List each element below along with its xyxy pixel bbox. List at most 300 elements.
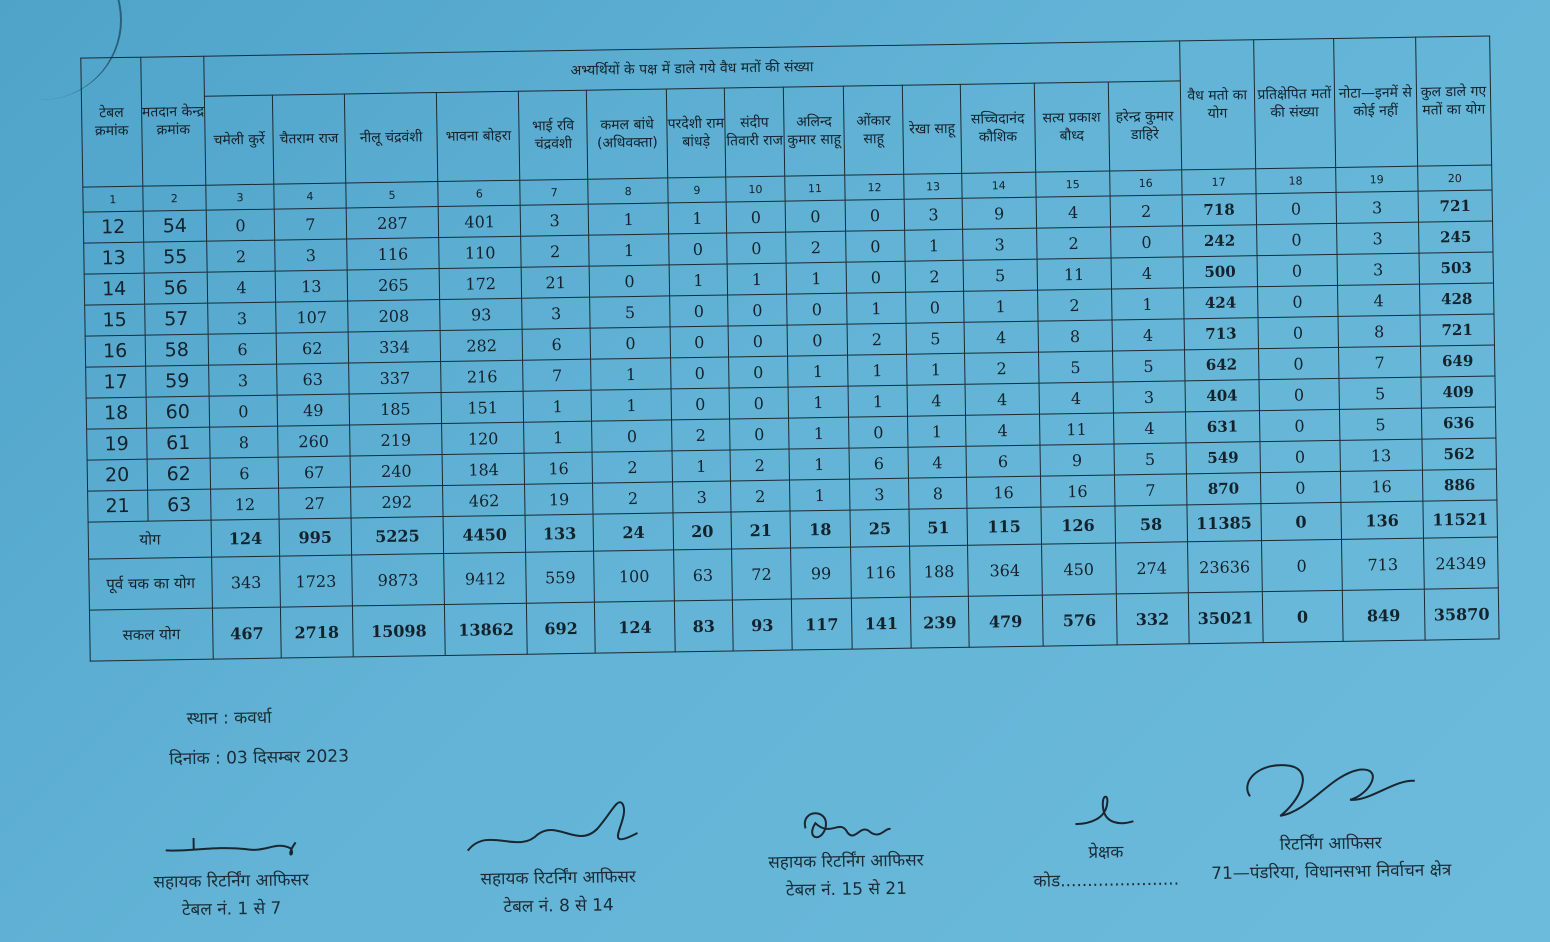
- signature-mark: [1219, 738, 1440, 831]
- table-cell: 2: [730, 480, 790, 512]
- table-cell: 1: [588, 203, 669, 235]
- table-cell: 245: [1418, 221, 1493, 253]
- signatory-title: प्रेक्षक: [1088, 842, 1124, 863]
- candidate-header: भावना बोहरा: [437, 91, 521, 181]
- column-number: 5: [346, 182, 439, 208]
- table-cell: 4: [908, 446, 966, 478]
- table-cell: 61: [146, 427, 210, 459]
- table-cell: 8: [210, 426, 278, 458]
- column-number: 4: [274, 183, 346, 209]
- place-label: स्थान : कवर्धा: [186, 707, 272, 730]
- summary-cell: 72: [731, 548, 791, 600]
- column-number: 15: [1035, 171, 1109, 197]
- table-cell: 21: [522, 266, 590, 298]
- summary-cell: 20: [673, 512, 731, 550]
- table-cell: 721: [1418, 190, 1493, 222]
- table-cell: 20: [87, 459, 147, 491]
- table-cell: 0: [209, 395, 277, 427]
- header-table-no: टेबल क्रमांक: [81, 57, 143, 187]
- table-cell: 0: [846, 261, 906, 293]
- column-number: 1: [83, 186, 143, 212]
- summary-cell: 364: [967, 544, 1042, 596]
- table-cell: 404: [1185, 380, 1259, 412]
- table-cell: 3: [1336, 191, 1419, 223]
- table-cell: 2: [1110, 195, 1183, 227]
- summary-cell: 995: [279, 518, 351, 556]
- table-cell: 0: [670, 326, 728, 358]
- table-cell: 0: [1256, 192, 1337, 224]
- table-cell: 4: [964, 321, 1038, 353]
- summary-cell: 9873: [351, 554, 444, 606]
- table-cell: 631: [1185, 411, 1259, 443]
- summary-cell: 115: [967, 507, 1041, 545]
- table-cell: 7: [1338, 346, 1421, 378]
- table-cell: 1: [591, 358, 672, 390]
- column-number: 8: [588, 178, 668, 204]
- summary-cell: 136: [1341, 501, 1424, 539]
- signature-block-returning-officer: [1169, 738, 1491, 889]
- table-cell: 0: [787, 324, 847, 356]
- candidate-header: परदेशी राम बांधड़े: [667, 88, 726, 178]
- table-cell: 57: [144, 303, 208, 335]
- table-cell: 6: [522, 328, 590, 360]
- summary-cell: 450: [1041, 543, 1116, 595]
- table-cell: 1: [847, 354, 907, 386]
- table-cell: 4: [965, 383, 1039, 415]
- table-cell: 49: [277, 394, 349, 426]
- candidate-header: नीलू चंद्रवंशी: [344, 93, 438, 183]
- summary-cell: 63: [674, 549, 732, 601]
- candidate-header: सत्य प्रकाश बौध्द: [1034, 82, 1109, 172]
- table-cell: 1: [789, 417, 849, 449]
- table-cell: 549: [1186, 442, 1260, 474]
- table-cell: 1: [727, 263, 787, 295]
- column-number: 16: [1109, 170, 1181, 196]
- signatory-title: सहायक रिटर्निंग आफिसर: [768, 850, 924, 873]
- table-cell: 1: [790, 479, 850, 511]
- table-cell: 7: [274, 208, 346, 240]
- summary-cell: 0: [1261, 539, 1342, 591]
- summary-cell: 15098: [352, 604, 445, 656]
- table-cell: 27: [279, 487, 351, 519]
- vote-count-table: [80, 36, 1499, 662]
- column-number: 14: [962, 172, 1036, 198]
- summary-cell: 713: [1341, 538, 1424, 590]
- table-cell: 2: [964, 352, 1038, 384]
- table-cell: 2: [672, 419, 730, 451]
- summary-cell: 5225: [351, 517, 444, 555]
- table-cell: 2: [1036, 227, 1110, 259]
- table-cell: 18: [86, 397, 146, 429]
- table-cell: 11: [1037, 258, 1111, 290]
- table-cell: 0: [785, 200, 845, 232]
- table-cell: 2: [592, 451, 673, 483]
- summary-cell: 21: [731, 511, 791, 549]
- table-cell: 0: [1257, 254, 1338, 286]
- table-cell: 116: [347, 238, 440, 270]
- table-cell: 62: [276, 332, 348, 364]
- column-number: 2: [142, 185, 206, 211]
- table-cell: 63: [147, 489, 211, 521]
- summary-cell: 35870: [1424, 588, 1499, 640]
- summary-cell: 9412: [444, 552, 527, 604]
- table-cell: 5: [590, 296, 671, 328]
- table-cell: 636: [1421, 407, 1496, 439]
- table-cell: 713: [1184, 318, 1258, 350]
- table-cell: 5: [1112, 350, 1185, 382]
- table-cell: 8: [1338, 315, 1421, 347]
- table-cell: 4: [1036, 196, 1110, 228]
- column-number: 3: [206, 184, 274, 210]
- table-cell: 12: [83, 211, 143, 243]
- column-number: 6: [438, 180, 521, 206]
- summary-cell: 559: [526, 551, 595, 603]
- table-cell: 12: [211, 488, 279, 520]
- table-cell: 208: [347, 300, 440, 332]
- summary-cell: 849: [1342, 589, 1425, 641]
- signature-block-aro-2: [442, 792, 674, 922]
- summary-cell: 24: [593, 513, 674, 551]
- summary-cell: 11385: [1187, 504, 1261, 542]
- table-cell: 1: [963, 290, 1037, 322]
- table-cell: 1: [846, 292, 906, 324]
- summary-cell: 576: [1042, 594, 1117, 646]
- table-cell: 15: [85, 304, 145, 336]
- table-cell: 3: [849, 478, 909, 510]
- table-cell: 2: [207, 240, 275, 272]
- summary-cell: 35021: [1188, 592, 1263, 644]
- table-cell: 0: [906, 291, 964, 323]
- table-cell: 5: [1339, 377, 1422, 409]
- table-cell: 1: [848, 385, 908, 417]
- summary-cell: 83: [675, 600, 733, 652]
- table-cell: 0: [590, 327, 671, 359]
- table-cell: 3: [673, 481, 731, 513]
- table-cell: 2: [1037, 289, 1111, 321]
- table-cell: 8: [1038, 320, 1112, 352]
- signature-block-aro-3: [730, 796, 962, 906]
- table-cell: 16: [966, 476, 1040, 508]
- table-cell: 4: [207, 271, 275, 303]
- table-cell: 2: [730, 449, 790, 481]
- table-cell: 424: [1183, 287, 1257, 319]
- table-cell: 1: [589, 234, 670, 266]
- summary-cell: 692: [527, 602, 596, 654]
- table-cell: 0: [726, 201, 786, 233]
- table-cell: 172: [439, 267, 522, 299]
- table-cell: 1: [1111, 288, 1184, 320]
- column-number: 9: [668, 177, 726, 203]
- summary-cell: 100: [594, 550, 675, 602]
- candidate-header: भाई रवि चंद्रवंशी: [519, 90, 588, 180]
- table-cell: 1: [788, 386, 848, 418]
- table-cell: 59: [145, 365, 209, 397]
- table-cell: 4: [1113, 412, 1186, 444]
- candidate-header: ओंकार साहू: [843, 85, 904, 175]
- candidate-header: हरेन्द्र कुमार डाहिरे: [1108, 81, 1181, 171]
- table-cell: 16: [85, 335, 145, 367]
- summary-cell: 99: [791, 547, 851, 599]
- table-cell: 151: [441, 391, 524, 423]
- table-cell: 5: [1038, 351, 1112, 383]
- table-cell: 4: [1039, 382, 1113, 414]
- summary-cell: 116: [850, 546, 910, 598]
- table-cell: 0: [589, 265, 670, 297]
- candidate-header: सच्चिदानंद कौशिक: [960, 83, 1035, 173]
- table-cell: 503: [1419, 252, 1494, 284]
- row-label: योग: [88, 520, 212, 559]
- summary-cell: 93: [732, 599, 792, 651]
- table-cell: 56: [144, 272, 208, 304]
- table-cell: 2: [847, 323, 907, 355]
- table-cell: 16: [1340, 470, 1423, 502]
- table-cell: 242: [1182, 225, 1256, 257]
- table-cell: 58: [145, 334, 209, 366]
- summary-cell: 18: [790, 510, 850, 548]
- table-cell: 107: [276, 301, 348, 333]
- summary-cell: 23636: [1187, 541, 1262, 593]
- table-cell: 110: [439, 236, 522, 268]
- table-cell: 6: [966, 445, 1040, 477]
- table-cell: 4: [1112, 319, 1185, 351]
- table-cell: 287: [346, 207, 439, 239]
- table-cell: 3: [522, 297, 590, 329]
- table-cell: 0: [1258, 347, 1339, 379]
- table-cell: 0: [669, 233, 727, 265]
- summary-cell: 4450: [443, 515, 526, 553]
- row-label: सकल योग: [89, 608, 213, 661]
- header-nota: नोटा—इनमें से कोई नहीं: [1333, 37, 1417, 167]
- column-number: 12: [845, 174, 905, 200]
- table-cell: 4: [907, 384, 965, 416]
- table-cell: 642: [1184, 349, 1258, 381]
- table-cell: 3: [904, 198, 962, 230]
- summary-cell: 124: [211, 519, 279, 557]
- table-cell: 184: [442, 453, 525, 485]
- summary-cell: 126: [1041, 506, 1115, 544]
- table-cell: 6: [208, 333, 276, 365]
- table-cell: 2: [521, 235, 589, 267]
- table-cell: 16: [1040, 475, 1114, 507]
- table-cell: 17: [86, 366, 146, 398]
- summary-cell: 479: [968, 595, 1043, 647]
- table-cell: 8: [909, 477, 967, 509]
- table-cell: 13: [1340, 439, 1423, 471]
- signatory-title: सहायक रिटर्निंग आफिसर: [153, 870, 310, 893]
- table-cell: 3: [275, 239, 347, 271]
- table-cell: 216: [441, 360, 524, 392]
- table-cell: 0: [1260, 440, 1341, 472]
- table-cell: 721: [1420, 314, 1495, 346]
- candidate-header: रेखा साहू: [903, 84, 962, 174]
- summary-cell: 188: [910, 545, 968, 597]
- signatory-sub: कोड......................: [1033, 869, 1180, 892]
- signature-mark: [155, 826, 306, 868]
- table-cell: 337: [348, 362, 441, 394]
- table-cell: 6: [849, 447, 909, 479]
- table-cell: 0: [728, 356, 788, 388]
- table-cell: 562: [1422, 438, 1497, 470]
- table-cell: 4: [1111, 257, 1184, 289]
- table-cell: 409: [1421, 376, 1496, 408]
- signatory-title: सहायक रिटर्निंग आफिसर: [480, 867, 637, 890]
- column-number: 11: [785, 175, 845, 201]
- table-cell: 3: [209, 364, 277, 396]
- header-booth-no: मतदान केन्द्र क्रमांक: [140, 56, 206, 186]
- table-cell: 1: [907, 353, 965, 385]
- table-cell: 0: [1260, 471, 1341, 503]
- table-cell: 19: [525, 483, 593, 515]
- summary-cell: 141: [851, 597, 911, 649]
- summary-cell: 117: [792, 598, 852, 650]
- column-number: 20: [1418, 165, 1492, 191]
- table-cell: 6: [210, 457, 278, 489]
- table-cell: 0: [206, 209, 274, 241]
- table-cell: 1: [669, 264, 727, 296]
- table-cell: 9: [1040, 444, 1114, 476]
- table-cell: 67: [278, 456, 350, 488]
- table-cell: 240: [350, 455, 443, 487]
- table-cell: 462: [443, 484, 526, 516]
- table-cell: 0: [1258, 316, 1339, 348]
- table-cell: 0: [787, 293, 847, 325]
- table-cell: 9: [962, 197, 1036, 229]
- signature-mark: [1065, 783, 1146, 839]
- table-cell: 219: [349, 424, 442, 456]
- summary-cell: 133: [525, 514, 593, 552]
- table-cell: 1: [523, 390, 591, 422]
- summary-cell: 13862: [445, 603, 528, 655]
- candidate-header: संदीप तिवारी राज: [724, 87, 785, 177]
- table-cell: 1: [524, 421, 592, 453]
- table-cell: 260: [278, 425, 350, 457]
- signatory-sub: टेबल नं. 1 से 7: [181, 898, 282, 921]
- table-cell: 7: [523, 359, 591, 391]
- signature-block-aro-1: [110, 826, 351, 926]
- date-label: दिनांक : 03 दिसम्बर 2023: [169, 746, 350, 770]
- header-valid-total: वैध मतो का योग: [1179, 40, 1255, 170]
- column-number: 19: [1335, 166, 1418, 192]
- table-cell: 0: [729, 418, 789, 450]
- summary-cell: 2718: [280, 606, 353, 658]
- table-cell: 401: [438, 205, 521, 237]
- result-sheet: [58, 17, 1512, 920]
- table-cell: 0: [726, 232, 786, 264]
- table-cell: 334: [348, 331, 441, 363]
- table-cell: 1: [786, 262, 846, 294]
- table-cell: 3: [208, 302, 276, 334]
- table-cell: 185: [349, 393, 442, 425]
- table-cell: 2: [905, 260, 963, 292]
- signatory-sub: टेबल नं. 15 से 21: [785, 878, 908, 901]
- table-cell: 3: [521, 204, 589, 236]
- summary-cell: 274: [1115, 542, 1188, 594]
- table-cell: 1: [908, 415, 966, 447]
- candidate-header: अलिन्द कुमार साहू: [784, 86, 845, 176]
- table-cell: 0: [671, 357, 729, 389]
- table-cell: 0: [845, 199, 905, 231]
- candidate-header: कमल बांधे (अधिवक्ता): [587, 89, 668, 179]
- table-cell: 63: [277, 363, 349, 395]
- table-cell: 21: [88, 490, 148, 522]
- table-cell: 870: [1186, 473, 1260, 505]
- table-cell: 0: [1256, 223, 1337, 255]
- summary-cell: 25: [850, 509, 910, 547]
- table-cell: 0: [1259, 378, 1340, 410]
- table-cell: 1: [905, 229, 963, 261]
- table-cell: 13: [275, 270, 347, 302]
- candidate-header: चमेली कुर्रे: [205, 95, 274, 185]
- table-cell: 5: [906, 322, 964, 354]
- table-cell: 120: [442, 422, 525, 454]
- table-cell: 93: [440, 298, 523, 330]
- table-cell: 886: [1422, 469, 1497, 501]
- table-cell: 60: [146, 396, 210, 428]
- table-cell: 292: [350, 486, 443, 518]
- summary-cell: 124: [595, 601, 676, 653]
- summary-cell: 343: [212, 556, 281, 608]
- summary-cell: 239: [911, 596, 969, 648]
- table-cell: 0: [727, 294, 787, 326]
- summary-cell: 0: [1262, 590, 1343, 642]
- table-cell: 62: [147, 458, 211, 490]
- table-cell: 0: [729, 387, 789, 419]
- table-cell: 0: [1257, 285, 1338, 317]
- table-cell: 0: [592, 420, 673, 452]
- table-cell: 265: [347, 269, 440, 301]
- summary-cell: 24349: [1423, 537, 1498, 589]
- table-cell: 7: [1114, 474, 1187, 506]
- table-cell: 1: [789, 448, 849, 480]
- summary-cell: 51: [909, 508, 967, 546]
- table-cell: 0: [671, 388, 729, 420]
- table-cell: 1: [672, 450, 730, 482]
- table-cell: 0: [728, 325, 788, 357]
- table-cell: 3: [962, 228, 1036, 260]
- table-cell: 5: [1339, 408, 1422, 440]
- table-cell: 0: [1259, 409, 1340, 441]
- table-cell: 0: [1110, 226, 1183, 258]
- table-cell: 5: [1114, 443, 1187, 475]
- table-cell: 54: [143, 210, 207, 242]
- row-label: पूर्व चक का योग: [89, 557, 213, 610]
- table-cell: 1: [668, 202, 726, 234]
- table-cell: 0: [845, 230, 905, 262]
- table-cell: 19: [87, 428, 147, 460]
- table-cell: 3: [1336, 222, 1419, 254]
- signature-block-observer: [1020, 782, 1192, 896]
- signatory-sub: टेबल नं. 8 से 14: [503, 895, 614, 918]
- table-cell: 0: [670, 295, 728, 327]
- summary-cell: 332: [1116, 593, 1189, 645]
- table-cell: 500: [1183, 256, 1257, 288]
- table-cell: 1: [591, 389, 672, 421]
- table-cell: 3: [1337, 253, 1420, 285]
- table-cell: 3: [1113, 381, 1186, 413]
- header-total-cast: कुल डाले गए मतों का योग: [1416, 36, 1492, 166]
- signatory-sub: 71—पंडरिया, विधानसभा निर्वाचन क्षेत्र: [1211, 860, 1452, 884]
- summary-cell: 467: [213, 607, 282, 659]
- table-cell: 0: [848, 416, 908, 448]
- table-cell: 282: [440, 329, 523, 361]
- header-candidates-group: अभ्यर्थियों के पक्ष में डाले गये वैध मतों की संख्या: [204, 41, 1180, 96]
- table-cell: 14: [84, 273, 144, 305]
- table-cell: 11: [1039, 413, 1113, 445]
- table-cell: 5: [963, 259, 1037, 291]
- summary-cell: 1723: [280, 555, 353, 607]
- table-cell: 55: [143, 241, 207, 273]
- signatory-title: रिटर्निंग आफिसर: [1279, 833, 1382, 855]
